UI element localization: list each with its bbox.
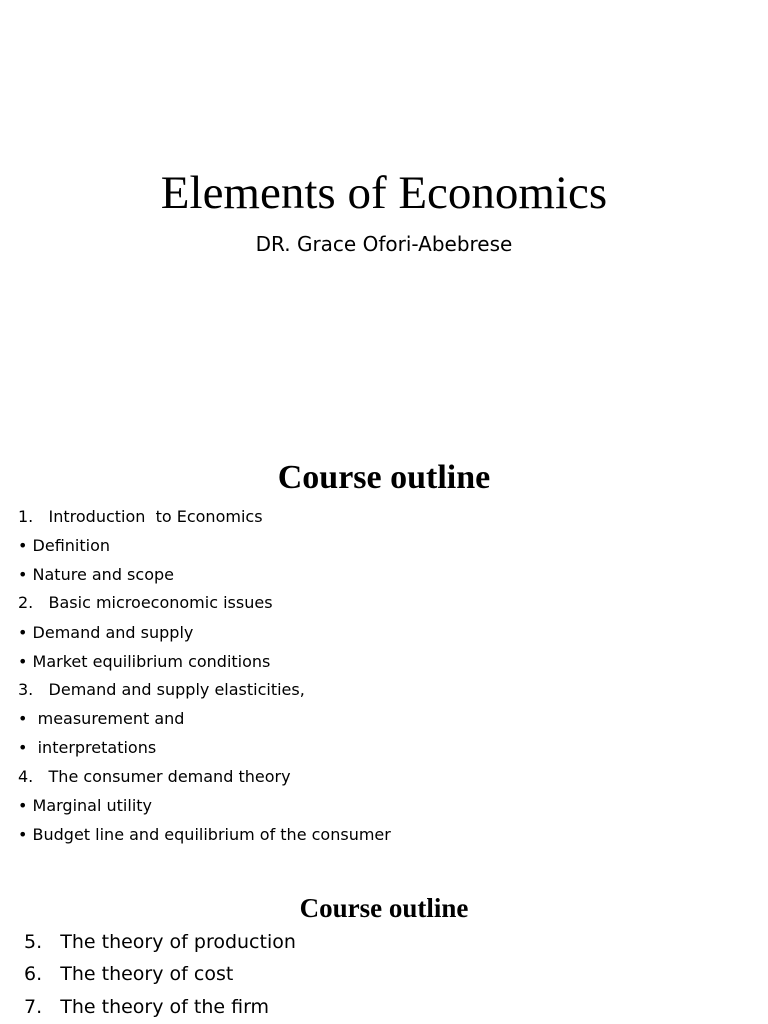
course-outline-heading-2: Course outline bbox=[299, 893, 469, 923]
outline-item: • Nature and scope bbox=[18, 565, 174, 584]
outline-item: 2. Basic microeconomic issues bbox=[18, 593, 273, 612]
slide-title: Elements of Economics bbox=[160, 167, 608, 219]
outline-item: 1. Introduction to Economics bbox=[18, 507, 263, 526]
outline-item: 5. The theory of production bbox=[24, 931, 296, 953]
slide-subtitle-author: DR. Grace Ofori-Abebrese bbox=[255, 232, 513, 256]
outline-item: • Demand and supply bbox=[18, 623, 194, 642]
outline-item: • interpretations bbox=[18, 738, 157, 757]
outline-item: 6. The theory of cost bbox=[24, 963, 234, 985]
outline-item: • Market equilibrium conditions bbox=[18, 652, 271, 671]
outline-item: 4. The consumer demand theory bbox=[18, 767, 291, 786]
outline-item: • Budget line and equilibrium of the consumer bbox=[18, 825, 391, 844]
course-outline-heading: Course outline bbox=[277, 459, 491, 496]
outline-item: • Definition bbox=[18, 536, 110, 555]
outline-item: 3. Demand and supply elasticities, bbox=[18, 680, 305, 699]
outline-item: 7. The theory of the firm bbox=[24, 996, 270, 1018]
outline-item: • Marginal utility bbox=[18, 796, 152, 815]
outline-item: • measurement and bbox=[18, 709, 185, 728]
